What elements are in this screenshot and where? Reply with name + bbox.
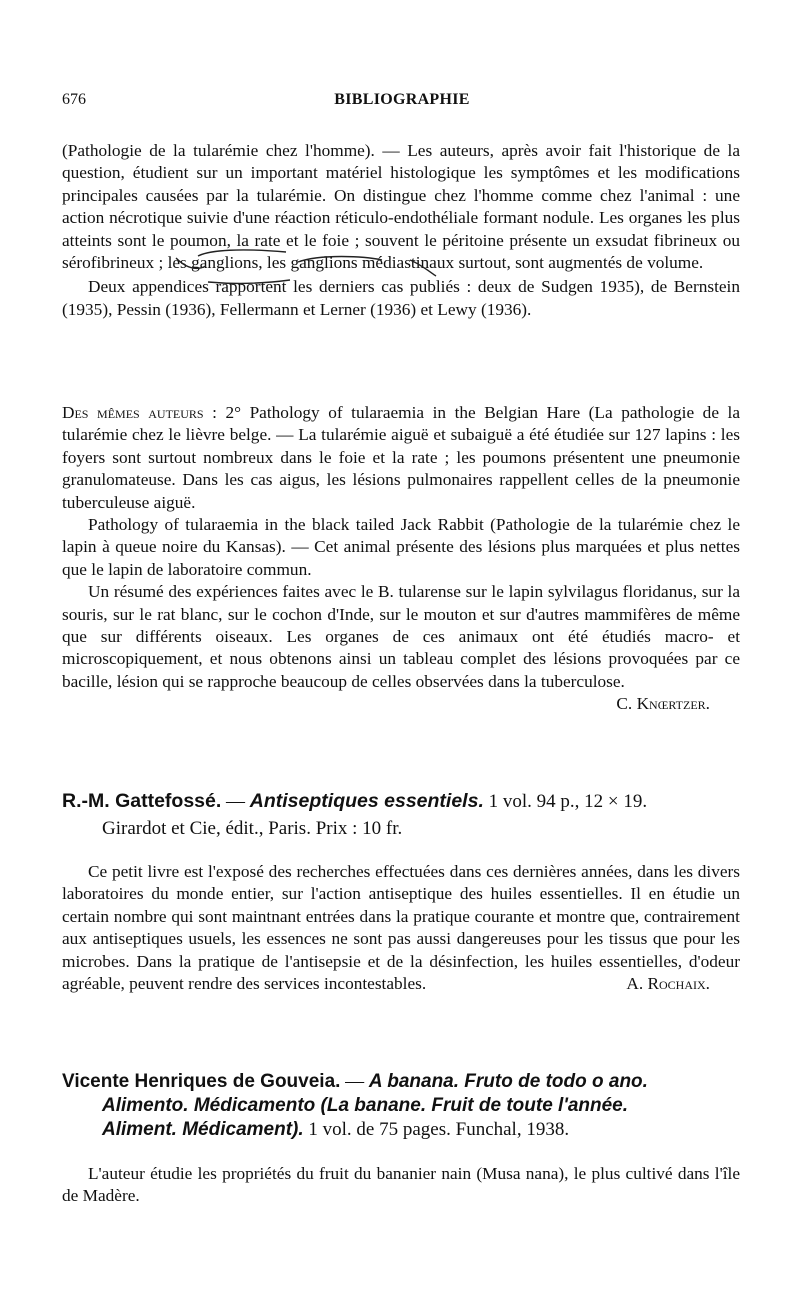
entry-gattefosse bbox=[62, 788, 742, 842]
entry-gouveia-line3 bbox=[62, 1118, 742, 1142]
review-paragraph-4: Pathology of tularaemia in the black tailed Jack Rabbit (Pathologie de la tularémie chez le lapin à queue noire du Kansas). — Cet animal présente des lésions plus marquées et plus nettes que le lapin de laboratoire commun. bbox=[62, 515, 740, 579]
entry-gouveia-line1 bbox=[62, 1070, 742, 1094]
review-paragraph-5-text: Un résumé des expériences faites avec le B. tularense sur le lapin sylvilagus floridanus, sur la souris, sur le rat blanc, sur le cochon d'Inde, sur le mouton et sur d'autres mammifères de même que sur différents oiseaux. Les organes de ces animaux ont été étudiés macro- et microscopiquement, et nous obtenons ainsi un tableau complet des lésions provoquées par ce bacille, lésion qui se rapproche beaucoup de celles observées dans la tuberculose. bbox=[62, 582, 740, 691]
pen-stroke bbox=[298, 257, 382, 263]
review-paragraph-5 bbox=[62, 581, 740, 714]
pen-stroke bbox=[176, 258, 206, 268]
handwritten-markup bbox=[150, 236, 450, 296]
review-paragraph-2: Deux appendices rapportent les derniers cas publiés : deux de Sudgen 1935), de Bernstein (1935), Pessin (1936), Fellermann et Lerner (1936) et Lewy (1936). bbox=[62, 277, 740, 319]
review-gattefosse-paragraph bbox=[62, 861, 740, 995]
review-paragraph-3 bbox=[62, 402, 740, 514]
entry-details: 1 vol. 94 p., 12 × 19. bbox=[483, 791, 648, 812]
review-gattefosse bbox=[62, 861, 740, 995]
entry-dash: — bbox=[340, 1071, 369, 1092]
entry-dash: — bbox=[221, 791, 250, 812]
review-gattefosse-text: Ce petit livre est l'exposé des recherches effectuées dans ces dernières années, dans les divers laboratoires du monde entier, sur l'action antiseptique des huiles essentielles. Il en étudie un certain nombre qui sont maintnant entrées dans la pratique courante et montre que, contrairement aux antiseptiques usuels, les essences ne sont pas aussi dangereuses pour les tissus que pour les microbes. Dans la pratique de l'antisepsie et de la désinfection, les huiles essentielles, d'odeur agréable, peuvent rendre des services incontestables. bbox=[62, 862, 740, 994]
review-gouveia bbox=[62, 1163, 740, 1208]
underline-mark bbox=[198, 250, 286, 256]
entry-details: 1 vol. de 75 pages. Funchal, 1938. bbox=[303, 1119, 570, 1140]
review-paragraph-1-text: (Pathologie de la tularémie chez l'homme). — Les auteurs, après avoir fait l'historique de la question, étudient sur un important matériel histologique les symptômes et les modifications principales causées par la tularémie. On distingue chez l'homme comme chez l'animal : une action nécrotique suivie d'une réaction réticulo-endothéliale formant nodule. Les organes les plus atteints sont le poumon, la rate et le foie ; souvent le péritoine présente un exsudat fibrineux ou sérofibrineux ; les ganglions, les ganglions médiastinaux surtout, sont augmentés de volume. bbox=[62, 141, 740, 273]
entry-title: Antiseptiques essentiels. bbox=[249, 790, 484, 812]
entry-gouveia bbox=[62, 1070, 742, 1142]
underline-mark bbox=[208, 280, 290, 283]
signature-knoertzer: C. Knœrtzer. bbox=[616, 694, 710, 714]
review-paragraph-3-text: : 2° Pathology of tularaemia in the Belgian Hare (La pathologie de la tularémie chez le lièvre belge. — La tularémie aiguë et subaiguë a été étudiée sur 127 lapins : les foyers sont surtout nombreux dans le foie et la rate ; les poumons présentent une pneumonie granulomateuse. Dans les cas aigus, les lésions pulmonaires rappellent celles de la pneumonie tuberculeuse aiguë. bbox=[62, 403, 741, 512]
entry-author: Vicente Henriques de Gouveia. bbox=[62, 1071, 341, 1092]
pen-stroke bbox=[410, 260, 436, 276]
entry-gattefosse-line1 bbox=[62, 788, 742, 815]
entry-title-line3: Aliment. Médicament). bbox=[102, 1119, 304, 1140]
same-authors-lead: Des mêmes auteurs bbox=[62, 403, 204, 422]
signature-rochaix: A. Rochaix. bbox=[626, 974, 710, 994]
entry-title-line1: A banana. Fruto de todo o ano. bbox=[368, 1071, 648, 1092]
entry-publisher: Girardot et Cie, édit., Paris. Prix : 10 fr. bbox=[102, 818, 403, 839]
entry-title-line2: Alimento. Médicamento (La banane. Fruit de toute l'année. bbox=[102, 1095, 629, 1116]
review-gouveia-paragraph: L'auteur étudie les propriétés du fruit du bananier nain (Musa nana), le plus cultivé dans l'île de Madère. bbox=[62, 1164, 740, 1206]
entry-gouveia-line2 bbox=[62, 1094, 742, 1118]
running-title: BIBLIOGRAPHIE bbox=[334, 91, 470, 108]
review-tularemia-cont bbox=[62, 402, 740, 716]
entry-author: R.-M. Gattefossé. bbox=[62, 790, 222, 812]
page-number: 676 bbox=[62, 91, 86, 108]
